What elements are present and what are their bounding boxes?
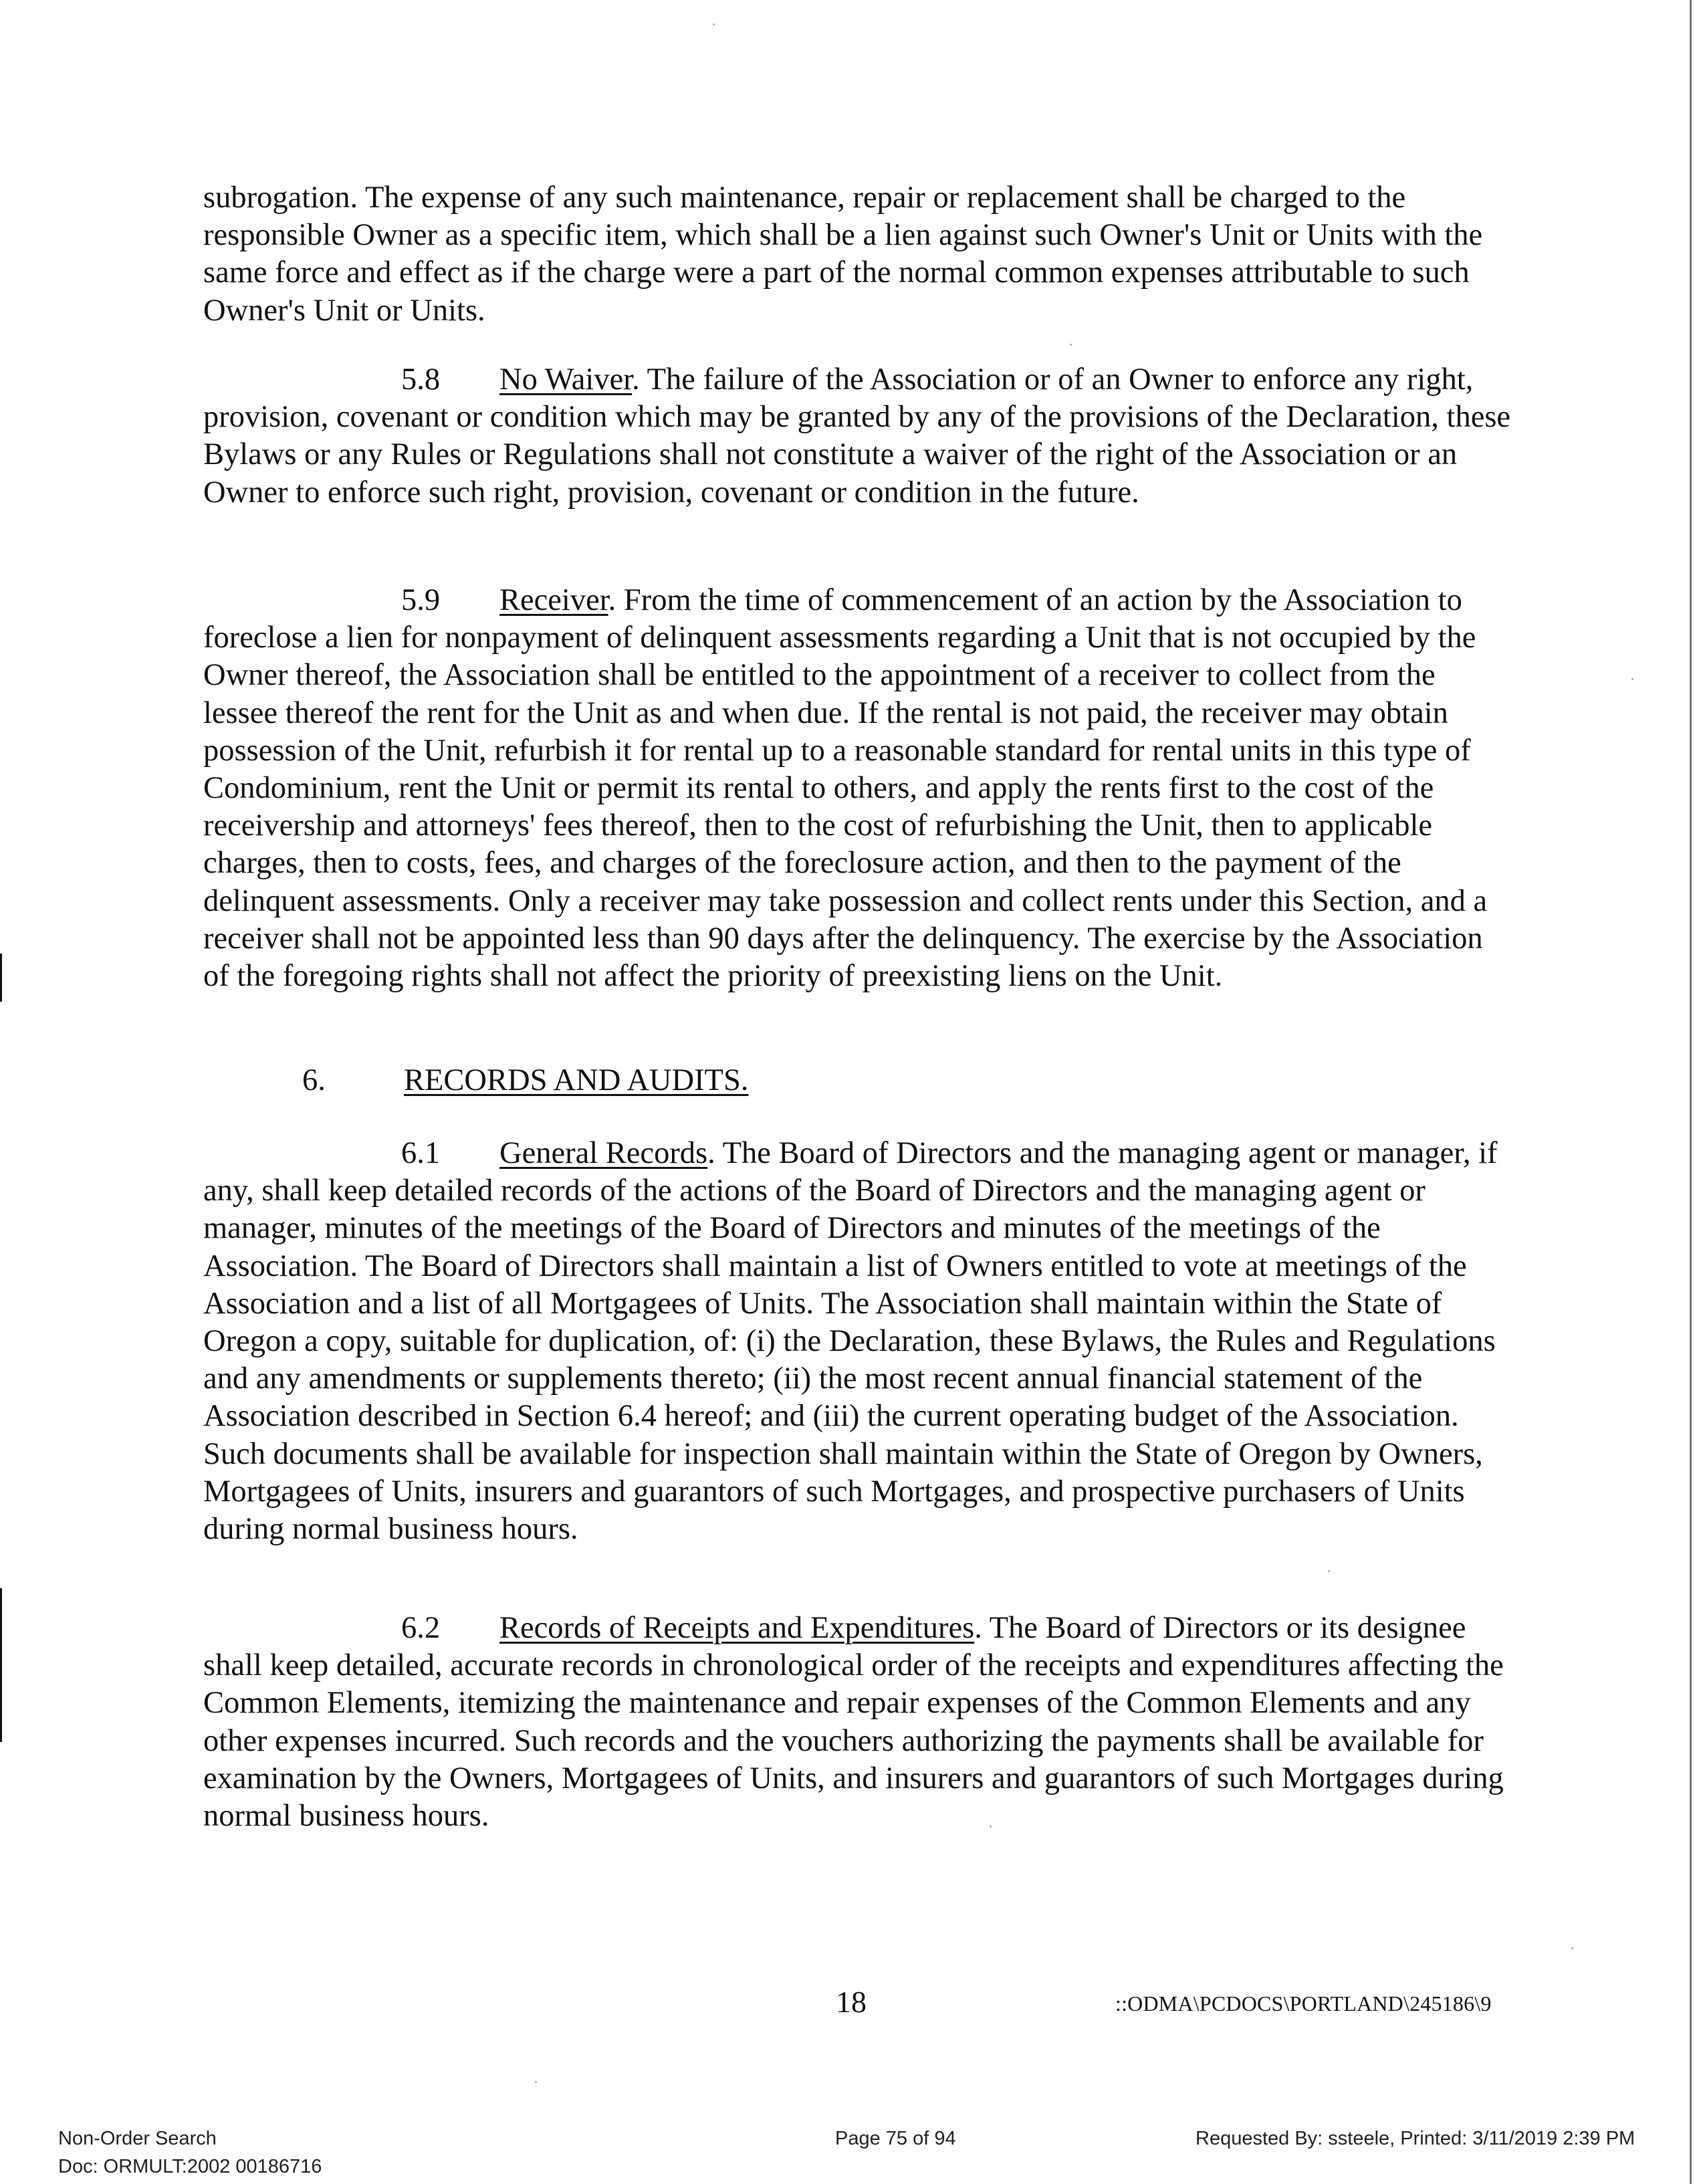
continuation-paragraph: subrogation. The expense of any such maintenance, repair or replacement shall be charged to the responsible Owner as a specific item, which shall be a lien against such Owner's Unit or Units with the same force and effect as if the charge were a part of the normal common expenses attributable to such Owner's Unit or Units. — [203, 181, 1483, 328]
section-text: . From the time of commencement of an action by the Association to foreclose a lien for nonpayment of delinquent assessments regarding a Unit that is not occupied by the Owner thereof, the Association shall be entitled to the appointment of a receiver to collect from the lessee thereof the rent for the Unit as and when due. If the rental is not paid, the receiver may obtain possession of the Unit, refurbish it for rental up to a reasonable standard for rental units in this type of Condominium, rent the Unit or permit its rental to others, and apply the rents first to the cost of the receivership and attorneys' fees thereof, then to the cost of refurbishing the Unit, then to applicable charges, then to costs, fees, and charges of the foreclosure action, and then to the payment of the delinquent assessments. Only a receiver may take possession and collect rents under this Section, and a receiver shall not be appointed less than 90 days after the delinquency. The exercise by the Association of the foregoing rights shall not affect the priority of preexisting liens on the Unit. — [203, 583, 1488, 994]
section-number: 6.2 — [401, 1611, 441, 1645]
scan-speck — [1571, 1947, 1573, 1949]
section-number: 6.1 — [401, 1136, 441, 1170]
stamp-search-type: Non-Order Search — [58, 2128, 217, 2149]
scan-speck — [1631, 678, 1633, 680]
scan-speck — [713, 23, 715, 25]
section-title: General Records — [499, 1136, 708, 1170]
section-text: . The Board of Directors and the managing agent or manager, if any, shall keep detailed records of the actions of the Board of Directors and the managing agent or manager, minutes of the meetings of the Board of Directors and minutes of the meetings of the Association. The Board of Directors shall maintain a list of Owners entitled to vote at meetings of the Association and a list of all Mortgagees of Units. The Association shall maintain within the State of Oregon a copy, suitable for duplication, of: (i) the Declaration, these Bylaws, the Rules and Regulations and any amendments or supplements thereto; (ii) the most recent annual financial statement of the Association described in Section 6.4 hereof; and (iii) the current operating budget of the Association. Such documents shall be available for inspection shall maintain within the State of Oregon by Owners, Mortgagees of Units, insurers and guarantors of such Mortgages, and prospective purchasers of Units during normal business hours. — [203, 1136, 1498, 1547]
scan-speck — [1070, 344, 1072, 346]
section-number: 5.8 — [401, 362, 441, 397]
section-title: Records of Receipts and Expenditures — [499, 1611, 975, 1645]
stamp-doc-reference: Doc: ORMULT:2002 00186716 — [58, 2156, 322, 2177]
scan-speck — [990, 1826, 992, 1828]
section-6-2 — [203, 1610, 1514, 1835]
section-title: No Waiver — [499, 362, 633, 397]
section-5-9 — [203, 582, 1514, 995]
scan-speck — [535, 2081, 537, 2083]
article-number: 6. — [302, 1063, 326, 1097]
article-6-heading — [302, 1062, 748, 1099]
section-text: . The failure of the Association or of an Owner to enforce any right, provision, covenant or condition which may be granted by any of the provisions of the Declaration, these Bylaws or any Rules or Regulations shall not constitute a waiver of the right of the Association or an Owner to enforce such right, provision, covenant or condition in the future. — [203, 362, 1511, 510]
section-title: Receiver — [499, 583, 608, 617]
left-binding-mark — [0, 1588, 2, 1742]
section-6-1 — [203, 1135, 1514, 1548]
article-title: RECORDS AND AUDITS. — [404, 1063, 749, 1097]
section-number: 5.9 — [401, 583, 441, 617]
stamp-page-of: Page 75 of 94 — [835, 2128, 956, 2149]
section-text: . The Board of Directors or its designee shall keep detailed, accurate records in chronological order of the receipts and expenditures affecting the Common Elements, itemizing the maintenance and repair expenses of the Common Elements and any other expenses incurred. Such records and the vouchers authorizing the payments shall be available for examination by the Owners, Mortgagees of Units, and insurers and guarantors of such Mortgages during normal business hours. — [203, 1611, 1504, 1834]
section-5-8 — [203, 361, 1514, 512]
stamp-requested-by: Requested By: ssteele, Printed: 3/11/2019 2:39 PM — [1196, 2128, 1635, 2149]
footer-document-path: ::ODMA\PCDOCS\PORTLAND\245186\9 — [1115, 1991, 1492, 2015]
right-edge-line — [1690, 0, 1692, 2184]
footer-page-number: 18 — [836, 1985, 867, 2019]
left-binding-mark — [0, 954, 2, 1002]
scan-speck — [1328, 1570, 1330, 1572]
